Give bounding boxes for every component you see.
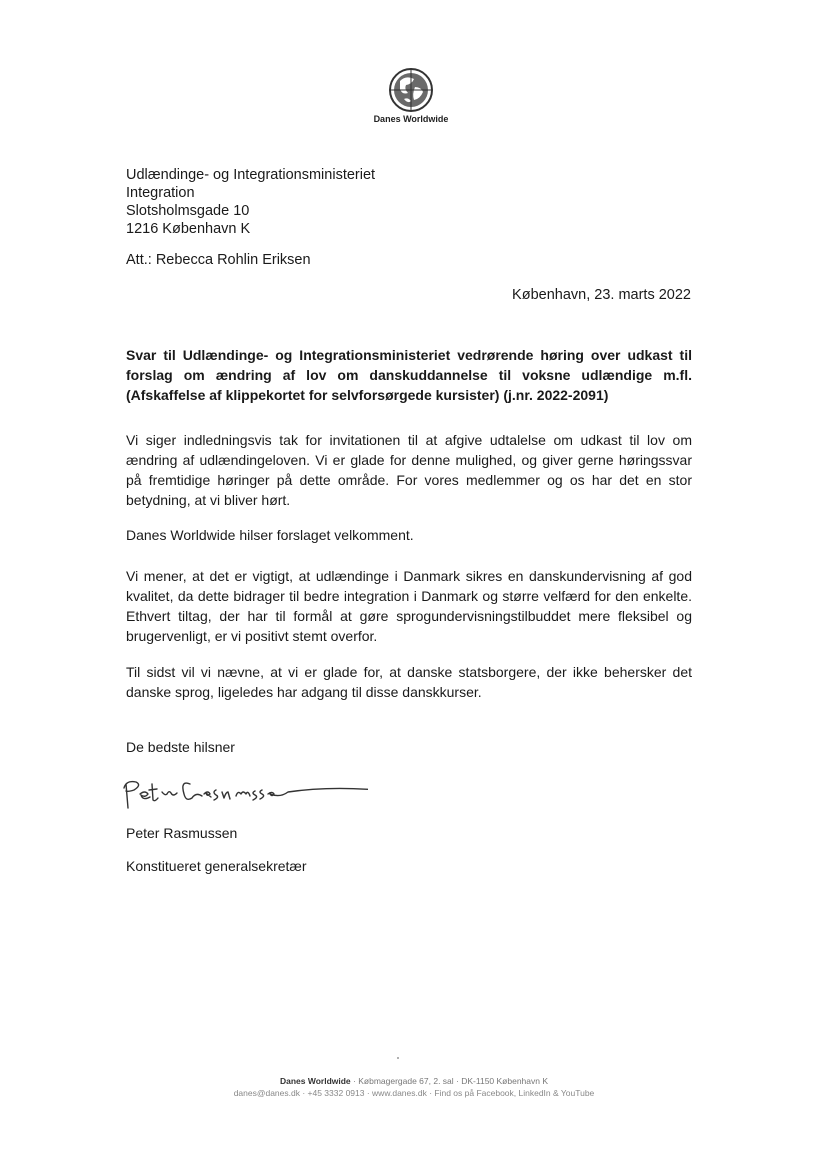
footer-contact: danes@danes.dk · +45 3332 0913 · www.danes.dk · Find os på Facebook, LinkedIn & YouTube (233, 1088, 595, 1098)
scan-speck (397, 1057, 399, 1059)
signer-name: Peter Rasmussen (126, 825, 238, 841)
footer-org-name: Danes Worldwide (279, 1076, 351, 1086)
attention-line: Att.: Rebecca Rohlin Eriksen (126, 252, 311, 268)
recipient-line: Udlændinge- og Integrationsministeriet (126, 167, 376, 183)
body-paragraph: Vi mener, at det er vigtigt, at udlændinge i Danmark sikres en danskundervisning af god kvalitet, da dette bidrager til bedre integration i Danmark og større velfærd for den enkelte. Ethvert tiltag, der har til formål at gøre sprogundervisningstilbuddet mere fleksibel og brugervenligt, er vi positivt stemt overfor. (126, 568, 692, 644)
globe-icon (388, 67, 434, 113)
recipient-line: 1216 København K (126, 221, 251, 237)
footer-address-text: · Købmagergade 67, 2. sal · DK-1150 København K (350, 1076, 549, 1086)
recipient-line: Slotsholmsgade 10 (126, 203, 250, 219)
handwritten-signature (118, 772, 368, 814)
place-date: København, 23. marts 2022 (512, 287, 691, 303)
body-paragraph: Vi siger indledningsvis tak for invitationen til at afgive udtalelse om udkast til lov om ændring af udlændingeloven. Vi er glade for denne mulighed, og giver gerne høringssvar på fremtidige høringer på dette område. For vores medlemmer og os har det en stor betydning, at vi bliver hørt. (126, 432, 692, 508)
body-paragraph: Danes Worldwide hilser forslaget velkomment. (126, 527, 414, 543)
body-paragraph: Til sidst vil vi nævne, at vi er glade for, at danske statsborgere, der ikke behersker det danske sprog, ligeledes har adgang til disse danskkurser. (126, 664, 692, 700)
recipient-address (126, 166, 375, 238)
signer-title: Konstitueret generalsekretær (126, 858, 307, 874)
closing-greeting: De bedste hilsner (126, 739, 235, 755)
footer-address (0, 1076, 828, 1086)
org-logo-text: Danes Worldwide (373, 114, 449, 124)
recipient-line: Integration (126, 185, 195, 201)
subject-heading: Svar til Udlændinge- og Integrationsministeriet vedrørende høring over udkast til forslag om ændring af lov om danskuddannelse til voksne udlændige m.fl. (Afskaffelse af klippekortet for selvforsørgede kursister) (j.nr. 2022-2091) (126, 347, 692, 403)
